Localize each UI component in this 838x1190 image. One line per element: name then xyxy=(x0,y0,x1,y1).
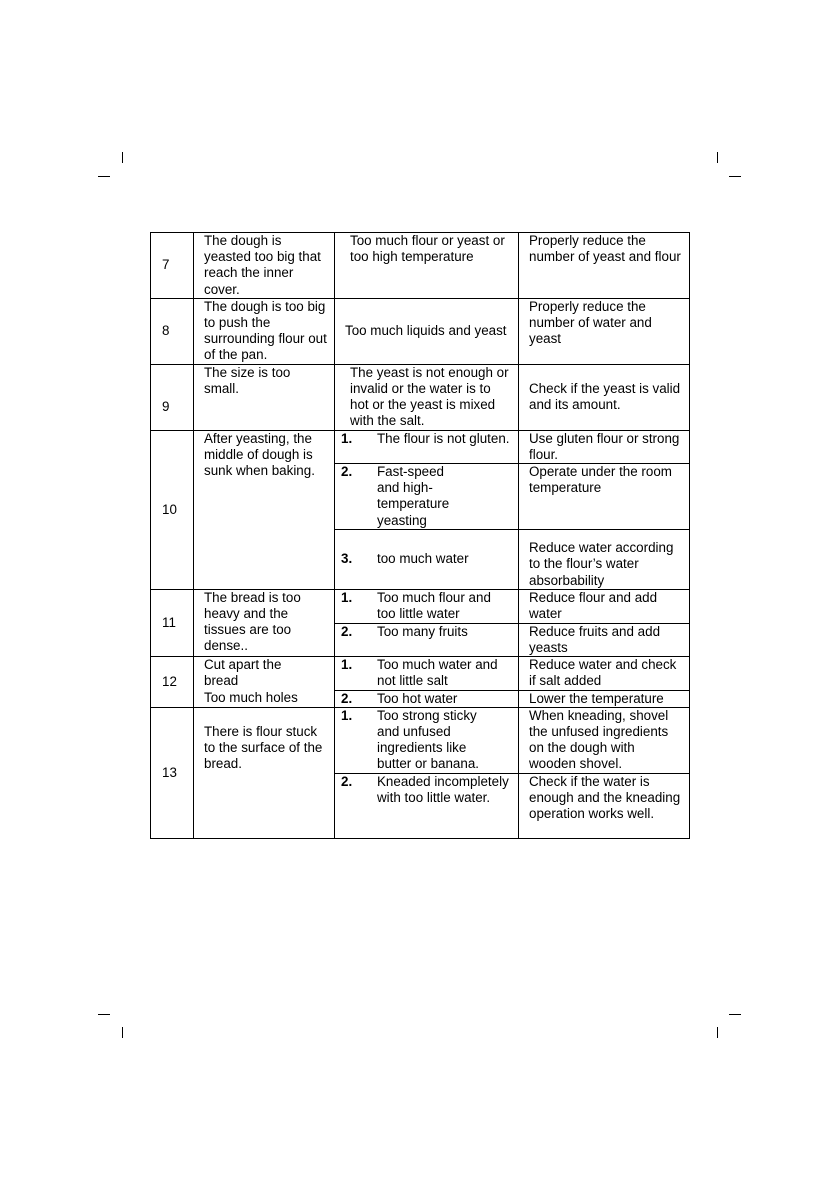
crop-mark-bottom-left-horizontal xyxy=(98,1014,110,1015)
table-row xyxy=(151,364,690,430)
solution-cell xyxy=(519,707,690,773)
table-row xyxy=(151,430,690,463)
item-number: 2. xyxy=(341,773,353,789)
solution-cell xyxy=(519,589,690,623)
table-row xyxy=(151,589,690,623)
row-number: 8 xyxy=(151,298,194,364)
problem-text-secondary: Too much holes xyxy=(204,689,298,705)
item-number: 2. xyxy=(341,623,353,639)
solution-cell xyxy=(519,773,690,838)
table-row xyxy=(151,707,690,773)
solution-text: Properly reduce the number of water and yeast xyxy=(529,298,652,347)
solution-cell xyxy=(519,690,690,707)
cause-text: Too much flour or yeast or too high temperature xyxy=(350,233,505,265)
row-number: 11 xyxy=(151,589,194,656)
cause-cell xyxy=(335,707,519,773)
solution-cell xyxy=(519,623,690,656)
crop-mark-top-right-horizontal xyxy=(729,176,741,177)
problem-text: There is flour stuck to the surface of the bread. xyxy=(204,723,323,772)
item-number: 1. xyxy=(341,430,353,446)
cause-cell xyxy=(335,464,519,530)
solution-cell xyxy=(519,657,690,690)
troubleshooting-table xyxy=(150,232,690,839)
problem-cell xyxy=(194,589,335,656)
cause-cell xyxy=(335,690,519,707)
solution-text: Reduce fruits and add yeasts xyxy=(529,623,661,656)
table-row xyxy=(151,298,690,364)
problem-cell xyxy=(194,364,335,430)
cause-cell xyxy=(335,589,519,623)
cause-text: Kneaded incompletely with too little water. xyxy=(377,773,509,805)
solution-text: When kneading, shovel the unfused ingredients on the dough with wooden shovel. xyxy=(529,707,669,772)
cause-cell xyxy=(335,657,519,690)
cause-text: Fast-speed and high-temperature yeasting xyxy=(377,464,450,528)
item-number: 1. xyxy=(341,589,353,605)
solution-text: Use gluten flour or strong flour. xyxy=(529,430,680,462)
row-number: 9 xyxy=(151,364,194,430)
cause-cell xyxy=(335,233,519,299)
problem-text: The bread is too heavy and the tissues are too dense.. xyxy=(204,589,301,654)
solution-cell xyxy=(519,364,690,430)
solution-cell xyxy=(519,464,690,530)
solution-text: Properly reduce the number of yeast and flour xyxy=(529,233,681,265)
cause-text: Too hot water xyxy=(377,690,458,706)
table-row xyxy=(151,657,690,690)
solution-text: Check if the water is enough and the kneading operation works well. xyxy=(529,773,681,822)
cause-text: The flour is not gluten. xyxy=(377,430,510,446)
solution-cell xyxy=(519,298,690,364)
problem-cell xyxy=(194,233,335,299)
problem-text: The dough is yeasted too big that reach the inner cover. xyxy=(204,233,321,297)
cause-text: The yeast is not enough or invalid or the water is to hot or the yeast is mixed with the salt. xyxy=(350,364,509,429)
crop-mark-bottom-right-horizontal xyxy=(729,1014,741,1015)
row-number: 7 xyxy=(151,233,194,299)
cause-cell xyxy=(335,529,519,589)
table-row xyxy=(151,233,690,299)
item-number: 1. xyxy=(341,707,353,723)
item-number: 2. xyxy=(341,464,353,480)
item-number: 1. xyxy=(341,657,353,673)
item-number: 3. xyxy=(341,551,353,567)
row-number: 10 xyxy=(151,430,194,589)
problem-cell xyxy=(194,657,335,708)
problem-text: Cut apart the bread xyxy=(204,657,282,689)
problem-text: The size is too small. xyxy=(204,364,291,396)
cause-cell xyxy=(335,298,519,364)
cause-cell xyxy=(335,430,519,463)
solution-cell xyxy=(519,529,690,589)
crop-mark-top-left-horizontal xyxy=(98,176,110,177)
row-number: 12 xyxy=(151,657,194,708)
problem-text: After yeasting, the middle of dough is sunk when baking. xyxy=(204,430,315,479)
crop-mark-top-left-vertical xyxy=(122,152,123,163)
solution-cell xyxy=(519,430,690,463)
cause-text: too much water xyxy=(377,551,469,567)
cause-text: Too strong sticky and unfused ingredients like butter or banana. xyxy=(377,707,479,772)
crop-mark-bottom-right-vertical xyxy=(717,1027,718,1038)
solution-text: Reduce water according to the flour’s water absorbability xyxy=(529,540,674,588)
item-number: 2. xyxy=(341,690,353,706)
problem-cell xyxy=(194,298,335,364)
cause-cell xyxy=(335,364,519,430)
cause-cell xyxy=(335,623,519,656)
solution-text: Reduce flour and add water xyxy=(529,589,658,622)
crop-mark-bottom-left-vertical xyxy=(122,1027,123,1038)
problem-cell xyxy=(194,430,335,589)
solution-text: Operate under the room temperature xyxy=(529,464,672,496)
crop-mark-top-right-vertical xyxy=(717,152,718,163)
cause-text: Too much water and not little salt xyxy=(377,657,498,689)
cause-text: Too much liquids and yeast xyxy=(345,323,507,339)
problem-cell xyxy=(194,707,335,838)
row-number: 13 xyxy=(151,707,194,838)
solution-text: Check if the yeast is valid and its amount. xyxy=(529,380,681,413)
solution-text: Reduce water and check if salt added xyxy=(529,657,677,689)
cause-cell xyxy=(335,773,519,838)
problem-text: The dough is too big to push the surrounding flour out of the pan. xyxy=(204,298,327,363)
solution-text: Lower the temperature xyxy=(529,690,664,706)
solution-cell xyxy=(519,233,690,299)
cause-text: Too much flour and too little water xyxy=(377,589,491,622)
cause-text: Too many fruits xyxy=(377,623,468,639)
